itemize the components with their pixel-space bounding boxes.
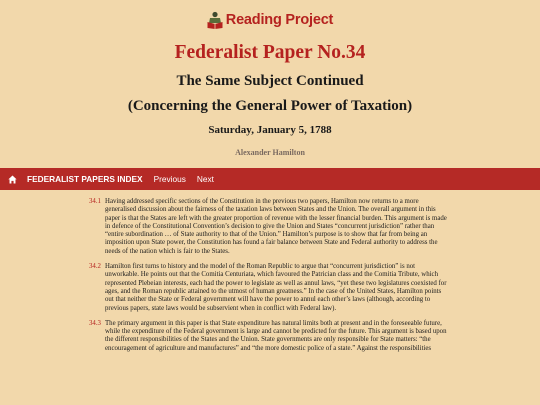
federalist-papers-index-link[interactable]: FEDERALIST PAPERS INDEX <box>27 174 143 184</box>
paragraph-text: The primary argument in this paper is that State expenditure has natural limits both at present and in the foreseeable future, while the expenditure of the Federal government is large and cannot be predicted for the future. This argument is based upon the different responsibilities of the States and the Union. State governments are only responsible for State matters: “the encouragement of agriculture and manufactures” and “the more domestic police of a state.” Against the responsibilities <box>105 319 447 352</box>
logo-text: Reading Project <box>225 12 334 28</box>
page-title: Federalist Paper No.34 <box>174 42 366 63</box>
page-subtitle-secondary: (Concerning the General Power of Taxation) <box>127 98 413 114</box>
navigation-bar <box>0 168 540 190</box>
paragraph <box>89 263 447 313</box>
site-logo[interactable] <box>0 9 540 31</box>
paragraph-number: 34.2 <box>89 263 101 271</box>
paragraph <box>89 320 447 353</box>
paragraph-number: 34.3 <box>89 319 101 327</box>
paragraph <box>89 198 447 256</box>
article-content <box>89 198 447 360</box>
paragraph-text: Hamilton first turns to history and the model of the Roman Republic to argue that “concurrent jurisdiction” is not unworkable. He points out that the Comitia Centuriata, which favoured the Patrician class and the Comitia Tribute, which represented Plebeian interests, each had the power to legislate as well as annul laws, “yet these two legislatures coexisted for ages, and the Roman republic attained to the utmost of human greatness.” In the case of the United States, Hamilton points out that neither the State or Federal government will have the power to annul each other’s laws (although, according to previous papers, state laws would be subservient when in conflict with Federal law). <box>105 263 447 312</box>
reader-book-icon <box>207 11 223 29</box>
publication-date: Saturday, January 5, 1788 <box>208 124 332 136</box>
previous-link[interactable]: Previous <box>153 174 186 184</box>
home-icon-glyph <box>8 175 17 184</box>
next-link[interactable]: Next <box>196 174 214 184</box>
paragraph-text: Having addressed specific sections of the Constitution in the previous two papers, Hamilton now returns to a more generalised discussion about the fairness of the taxation laws between States and the Union. The overall argument in this paper is that the States are left with the greater proportion of revenue with the lesser financial burden. This argument is made in defence of the Constitutional Convention’s decision to give the Union and States “concurrent jurisdiction” rather than “entire subordination … of State authority to that of the Union.” Hamilton’s purpose is to show that far from being an imposition upon State power, the Constitution has found a fair balance between State and Federal authority to address the needs of the nation which is fair to the States. <box>105 198 447 255</box>
author-name: Alexander Hamilton <box>235 148 305 157</box>
paragraph-number: 34.1 <box>89 198 101 205</box>
page-subtitle: The Same Subject Continued <box>176 73 364 89</box>
home-icon[interactable] <box>6 173 18 185</box>
